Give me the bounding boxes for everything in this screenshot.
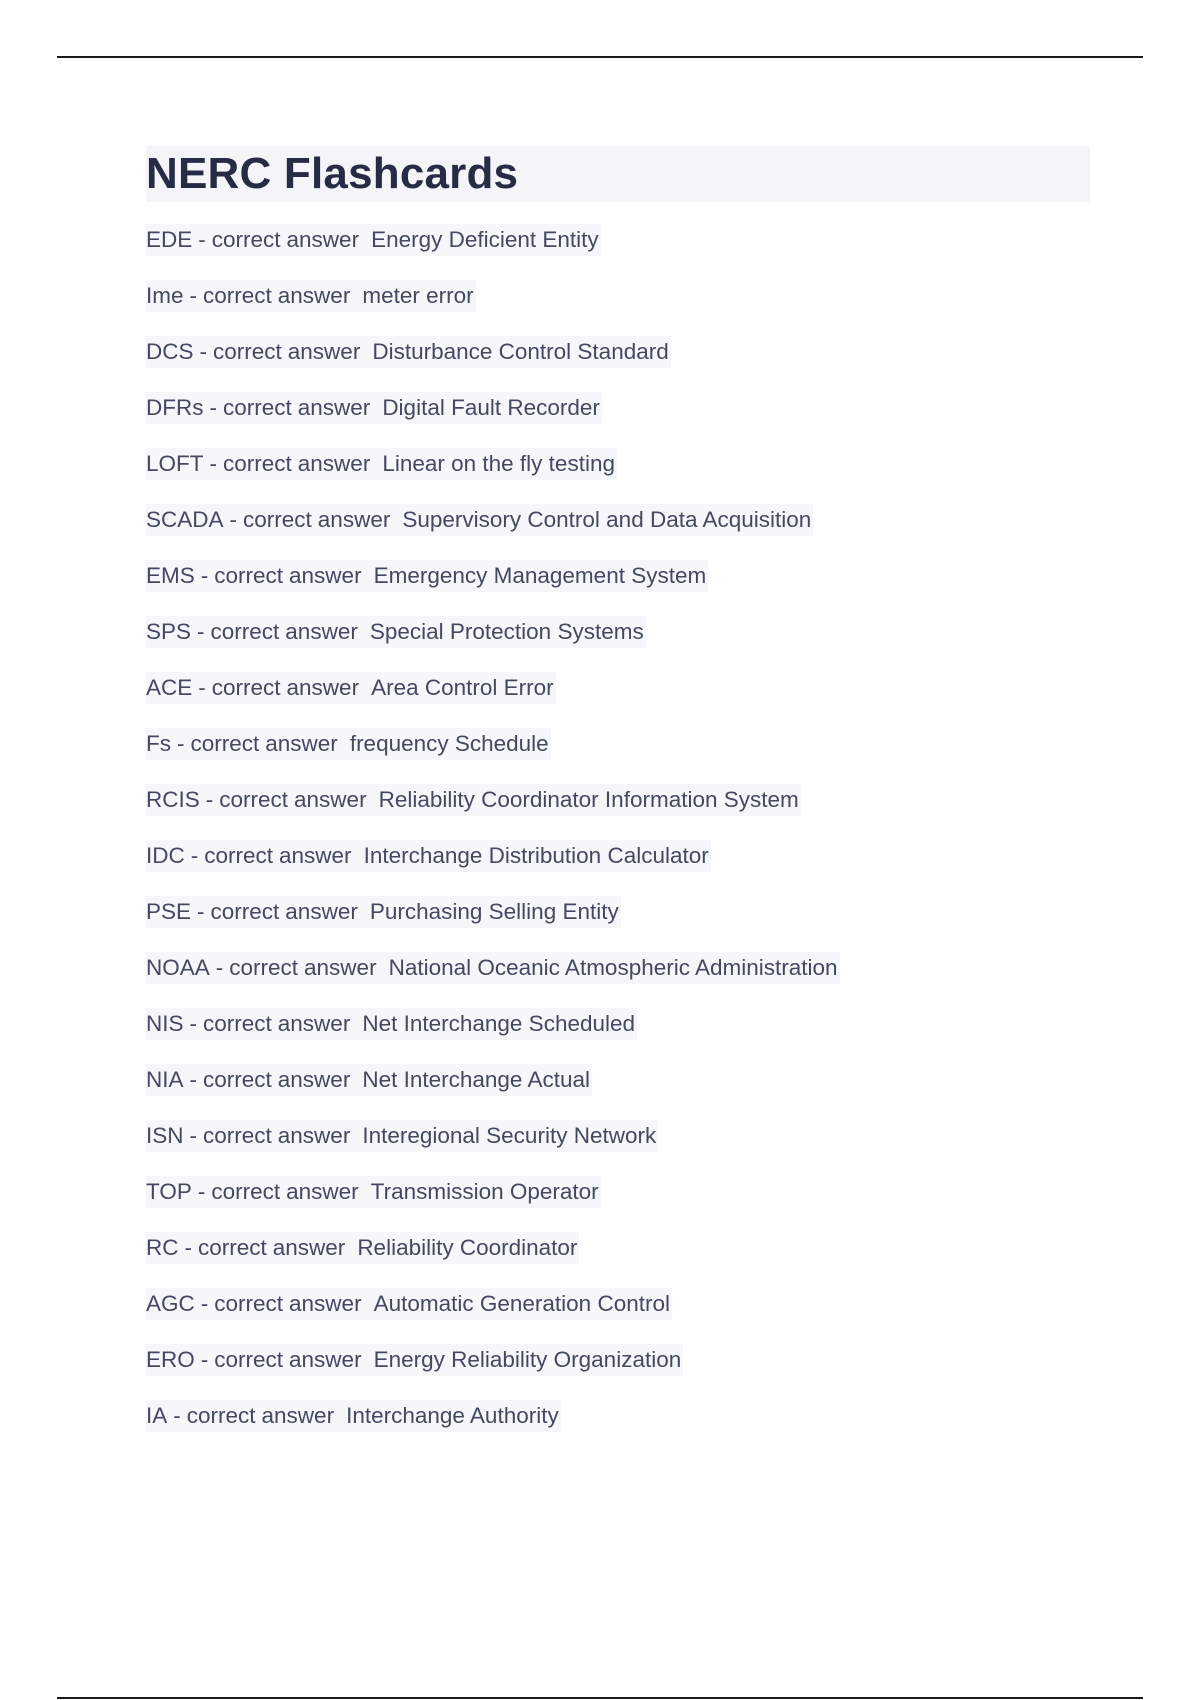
- flashcard-text: [146, 784, 801, 816]
- flashcard-text: [146, 280, 476, 312]
- dash-separator: -: [200, 1347, 209, 1372]
- dash-separator: -: [197, 619, 205, 644]
- answer-label: answer: [297, 395, 371, 420]
- footer-rule: [57, 1697, 1143, 1699]
- flashcard-term: Fs: [146, 731, 171, 756]
- dash-separator: -: [197, 899, 205, 924]
- answer-label: answer: [277, 1123, 351, 1148]
- flashcard-answer: Interchange Authority: [346, 1403, 559, 1428]
- answer-label: answer: [304, 955, 377, 980]
- flashcard-item: [146, 772, 1090, 828]
- flashcard-term: TOP: [146, 1179, 192, 1204]
- correct-label: correct: [198, 1235, 267, 1260]
- flashcard-text: [146, 504, 813, 536]
- flashcard-answer: Supervisory Control and Data Acquisition: [402, 507, 812, 532]
- correct-label: correct: [186, 1403, 256, 1428]
- dash-separator: -: [198, 227, 206, 252]
- correct-label: correct: [214, 563, 284, 588]
- flashcard-item: [146, 604, 1090, 660]
- flashcard-answer: Interegional Security Network: [362, 1123, 657, 1148]
- flashcard-item: [146, 1388, 1090, 1444]
- flashcard-answer: Linear on the fly testing: [382, 451, 615, 476]
- flashcard-text: [146, 1344, 683, 1376]
- correct-label: correct: [203, 1123, 272, 1148]
- dash-separator: -: [177, 731, 185, 756]
- dash-separator: -: [229, 507, 238, 532]
- flashcard-answer: Reliability Coordinator Information System: [378, 787, 799, 812]
- flashcard-text: [146, 1176, 601, 1208]
- dash-separator: -: [173, 1403, 181, 1428]
- flashcard-answer: Special Protection Systems: [369, 619, 644, 644]
- flashcard-item: [146, 1220, 1090, 1276]
- correct-label: correct: [211, 1179, 281, 1204]
- flashcard-text: [146, 392, 602, 424]
- flashcard-answer: Energy Deficient Entity: [371, 227, 599, 252]
- answer-label: answer: [265, 731, 338, 756]
- flashcard-text: [146, 896, 621, 928]
- flashcard-item: [146, 884, 1090, 940]
- flashcard-answer: frequency Schedule: [349, 731, 549, 756]
- flashcard-item: [146, 828, 1090, 884]
- flashcard-answer: Area Control Error: [371, 675, 554, 700]
- flashcard-term: SPS: [146, 619, 192, 644]
- dash-separator: -: [189, 1123, 198, 1148]
- answer-label: answer: [289, 1347, 362, 1372]
- flashcard-text: [146, 1288, 672, 1320]
- flashcard-text: [146, 448, 617, 480]
- flashcard-term: LOFT: [146, 451, 204, 476]
- answer-label: answer: [277, 1011, 351, 1036]
- answer-label: answer: [277, 283, 351, 308]
- flashcard-text: [146, 560, 708, 592]
- flashcard-text: [146, 1008, 637, 1040]
- correct-label: correct: [210, 899, 280, 924]
- flashcard-term: IA: [146, 1403, 168, 1428]
- dash-separator: -: [200, 563, 209, 588]
- flashcard-item: [146, 1276, 1090, 1332]
- dash-separator: -: [209, 395, 217, 420]
- answer-label: answer: [285, 899, 358, 924]
- flashcard-answer: Emergency Management System: [373, 563, 707, 588]
- flashcard-term: NIS: [146, 1011, 184, 1036]
- flashcard-item: [146, 660, 1090, 716]
- flashcard-answer: Purchasing Selling Entity: [369, 899, 619, 924]
- correct-label: correct: [214, 1291, 284, 1316]
- flashcard-term: DCS: [146, 339, 194, 364]
- flashcard-term: IDC: [146, 843, 185, 868]
- flashcard-item: [146, 436, 1090, 492]
- document-body: [146, 146, 1090, 1444]
- correct-label: correct: [213, 339, 282, 364]
- correct-label: correct: [214, 1347, 284, 1372]
- flashcard-text: [146, 952, 840, 984]
- answer-label: answer: [287, 339, 361, 364]
- answer-label: answer: [272, 1235, 346, 1260]
- flashcard-text: [146, 224, 601, 256]
- flashcard-answer: Energy Reliability Organization: [373, 1347, 682, 1372]
- dash-separator: -: [205, 787, 214, 812]
- dash-separator: -: [209, 451, 218, 476]
- correct-label: correct: [243, 507, 312, 532]
- flashcard-answer: Interchange Distribution Calculator: [363, 843, 709, 868]
- flashcard-text: [146, 840, 711, 872]
- flashcard-item: [146, 1108, 1090, 1164]
- dash-separator: -: [198, 675, 206, 700]
- dash-separator: -: [189, 1067, 198, 1092]
- flashcard-answer: National Oceanic Atmospheric Administration: [388, 955, 838, 980]
- correct-label: correct: [190, 731, 260, 756]
- correct-label: correct: [203, 1011, 272, 1036]
- correct-label: correct: [223, 451, 292, 476]
- flashcard-text: [146, 1400, 561, 1432]
- correct-label: correct: [203, 1067, 272, 1092]
- correct-label: correct: [219, 787, 289, 812]
- flashcard-term: NIA: [146, 1067, 184, 1092]
- flashcard-item: [146, 492, 1090, 548]
- correct-label: correct: [223, 395, 292, 420]
- correct-label: correct: [211, 227, 281, 252]
- dash-separator: -: [184, 1235, 192, 1260]
- dash-separator: -: [199, 339, 208, 364]
- answer-label: answer: [286, 675, 360, 700]
- correct-label: correct: [210, 619, 280, 644]
- flashcard-answer: Digital Fault Recorder: [382, 395, 600, 420]
- flashcard-text: [146, 616, 646, 648]
- dash-separator: -: [215, 955, 224, 980]
- flashcard-term: PSE: [146, 899, 192, 924]
- flashcard-item: [146, 324, 1090, 380]
- flashcard-term: AGC: [146, 1291, 195, 1316]
- correct-label: correct: [229, 955, 299, 980]
- flashcard-term: RC: [146, 1235, 179, 1260]
- flashcard-term: ACE: [146, 675, 193, 700]
- flashcard-term: ERO: [146, 1347, 195, 1372]
- flashcard-text: [146, 672, 556, 704]
- correct-label: correct: [204, 843, 274, 868]
- correct-label: correct: [203, 283, 272, 308]
- answer-label: answer: [261, 1403, 335, 1428]
- answer-label: answer: [277, 1067, 351, 1092]
- flashcard-term: ISN: [146, 1123, 184, 1148]
- flashcard-answer: Reliability Coordinator: [357, 1235, 578, 1260]
- answer-label: answer: [279, 843, 352, 868]
- flashcard-item: [146, 212, 1090, 268]
- correct-label: correct: [211, 675, 281, 700]
- flashcard-item: [146, 940, 1090, 996]
- flashcard-text: [146, 1064, 592, 1096]
- answer-label: answer: [289, 563, 362, 588]
- dash-separator: -: [200, 1291, 209, 1316]
- flashcard-text: [146, 336, 671, 368]
- dash-separator: -: [190, 843, 199, 868]
- flashcard-text: [146, 1120, 658, 1152]
- flashcard-answer: Disturbance Control Standard: [372, 339, 669, 364]
- flashcard-item: [146, 268, 1090, 324]
- header-rule: [57, 56, 1143, 58]
- flashcard-term: NOAA: [146, 955, 210, 980]
- answer-label: answer: [297, 451, 371, 476]
- answer-label: answer: [289, 1291, 362, 1316]
- flashcard-answer: meter error: [362, 283, 474, 308]
- flashcard-term: DFRs: [146, 395, 204, 420]
- flashcard-term: Ime: [146, 283, 184, 308]
- flashcard-answer: Net Interchange Actual: [362, 1067, 590, 1092]
- flashcard-term: EMS: [146, 563, 195, 588]
- flashcard-term: EDE: [146, 227, 193, 252]
- page-title: NERC Flashcards: [146, 146, 1090, 202]
- answer-label: answer: [317, 507, 391, 532]
- flashcard-item: [146, 548, 1090, 604]
- flashcard-answer: Automatic Generation Control: [373, 1291, 670, 1316]
- flashcard-item: [146, 1052, 1090, 1108]
- flashcard-item: [146, 380, 1090, 436]
- flashcard-answer: Net Interchange Scheduled: [362, 1011, 636, 1036]
- flashcard-term: RCIS: [146, 787, 200, 812]
- answer-label: answer: [286, 227, 360, 252]
- flashcard-item: [146, 1332, 1090, 1388]
- flashcard-list: [146, 212, 1090, 1444]
- flashcard-item: [146, 1164, 1090, 1220]
- flashcard-term: SCADA: [146, 507, 224, 532]
- flashcard-text: [146, 728, 551, 760]
- dash-separator: -: [189, 1011, 198, 1036]
- answer-label: answer: [285, 619, 358, 644]
- flashcard-text: [146, 1232, 579, 1264]
- flashcard-item: [146, 716, 1090, 772]
- flashcard-item: [146, 996, 1090, 1052]
- flashcard-answer: Transmission Operator: [370, 1179, 599, 1204]
- dash-separator: -: [197, 1179, 206, 1204]
- answer-label: answer: [286, 1179, 359, 1204]
- answer-label: answer: [294, 787, 367, 812]
- dash-separator: -: [189, 283, 198, 308]
